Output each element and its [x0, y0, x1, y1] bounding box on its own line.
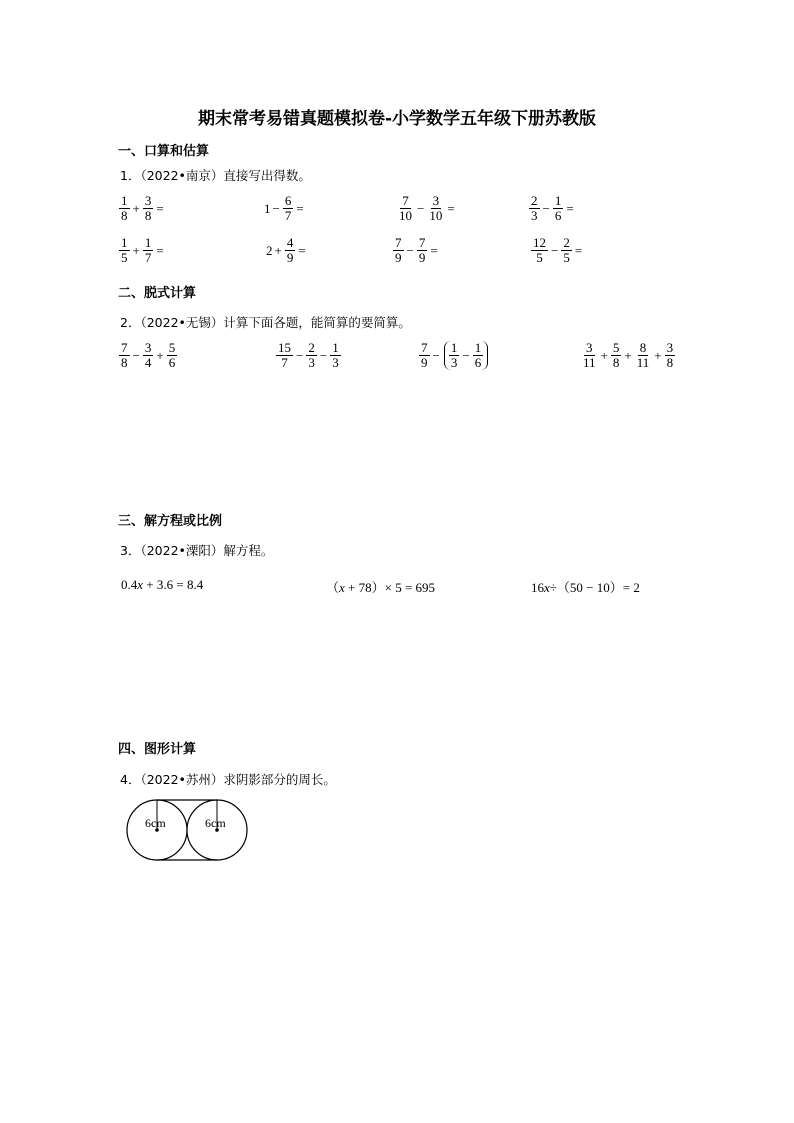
oral-item-4: $\frac{2}{3}$ − $\frac{1}{6}$ =: [531, 193, 574, 223]
question-prompt: 直接写出得数。: [223, 168, 311, 183]
oral-item-7: $\frac{7}{9}$ − $\frac{7}{9}$ =: [395, 235, 438, 265]
equation-1: 0.4x + 3.6 = 8.4: [121, 577, 204, 592]
question-number: 3: [120, 543, 128, 558]
fraction: $\frac{1}{7}$: [144, 235, 152, 265]
question-3: 3．（2022•溧阳）解方程。: [120, 543, 274, 558]
section-heading-2: 二、脱式计算: [118, 286, 197, 301]
question-4: 4．（2022•苏州）求阴影部分的周长。: [120, 772, 336, 787]
fraction: $\frac{5}{8}$: [612, 340, 620, 370]
question-source: （2022•无锡）: [140, 315, 224, 330]
oral-item-8: $\frac{12}{5}$ − $\frac{2}{5}$ =: [533, 235, 583, 265]
section-heading-3: 三、解方程或比例: [118, 514, 223, 529]
fraction: $\frac{2}{3}$: [531, 193, 538, 223]
fraction: $\frac{1}{3}$: [332, 340, 339, 370]
question-number: 1: [120, 168, 128, 183]
calc-item-2: $\frac{15}{7}$ − $\frac{2}{3}$ − $\frac{1}{3}$: [278, 340, 339, 370]
fraction: $\frac{2}{5}$: [563, 235, 570, 265]
fraction: $\frac{3}{10}$: [429, 193, 443, 223]
fraction: $\frac{7}{9}$: [418, 235, 426, 265]
fraction: $\frac{7}{9}$: [395, 235, 402, 265]
section-heading-4: 四、图形计算: [118, 742, 197, 757]
equation-3: 16x÷（50 − 10）= 2: [531, 580, 640, 595]
fraction: $\frac{6}{7}$: [284, 193, 292, 223]
question-source: （2022•溧阳）: [140, 543, 224, 558]
equation-2: （x + 78）× 5 = 695: [326, 580, 436, 595]
fraction: $\frac{1}{5}$: [121, 235, 128, 265]
question-source: （2022•南京）: [140, 168, 224, 183]
fraction: $\frac{7}{9}$: [421, 340, 428, 370]
question-number: 2: [120, 315, 128, 330]
calc-item-1: $\frac{7}{8}$ − $\frac{3}{4}$ + $\frac{5}{6}$: [121, 340, 176, 370]
fraction: $\frac{7}{10}$: [399, 193, 412, 223]
fraction: $\frac{1}{6}$: [474, 340, 482, 370]
fraction: $\frac{8}{11}$: [636, 340, 650, 370]
fraction: $\frac{3}{4}$: [144, 340, 152, 370]
fraction: $\frac{3}{11}$: [583, 340, 596, 370]
fraction: $\frac{7}{8}$: [121, 340, 128, 370]
fraction: $\frac{1}{6}$: [554, 193, 562, 223]
question-prompt: 解方程。: [223, 543, 274, 558]
question-source: （2022•苏州）: [140, 772, 224, 787]
left-radius-label: 6cm: [145, 816, 166, 830]
fraction: $\frac{1}{8}$: [121, 193, 128, 223]
oral-item-3: $\frac{7}{10}$ − $\frac{3}{10}$ =: [399, 193, 455, 223]
fraction: $\frac{4}{9}$: [286, 235, 294, 265]
oral-item-6: 2 + $\frac{4}{9}$ =: [266, 235, 306, 265]
fraction: $\frac{12}{5}$: [533, 235, 546, 265]
fraction: $\frac{15}{7}$: [278, 340, 291, 370]
question-number: 4: [120, 772, 128, 787]
fraction: $\frac{3}{8}$: [144, 193, 152, 223]
oral-item-1: $\frac{1}{8}$ + $\frac{3}{8}$ =: [121, 193, 164, 223]
section-heading-1: 一、口算和估算: [118, 144, 210, 159]
two-circles-figure: [120, 796, 260, 868]
question-1: 1．（2022•南京）直接写出得数。: [120, 168, 311, 183]
question-prompt: 求阴影部分的周长。: [223, 772, 336, 787]
fraction: $\frac{5}{6}$: [168, 340, 176, 370]
question-prompt: 计算下面各题，能简算的要简算。: [223, 315, 411, 330]
fraction: $\frac{3}{8}$: [666, 340, 674, 370]
page-title: 期末常考易错真题模拟卷-小学数学五年级下册苏教版: [197, 109, 597, 129]
calc-item-3: $\frac{7}{9}$ − $\frac{1}{3}$ − $\frac{1}{6}$: [418, 341, 490, 370]
parenthesis-group: $\frac{1}{3}$ − $\frac{1}{6}$: [444, 341, 488, 370]
calc-item-4: $\frac{3}{11}$ + $\frac{5}{8}$ + $\frac{8}{11}$ + $\frac{3}{8}$: [583, 340, 674, 370]
oral-item-5: $\frac{1}{5}$ + $\frac{1}{7}$ =: [121, 235, 164, 265]
right-radius-label: 6cm: [205, 816, 226, 830]
fraction: $\frac{2}{3}$: [308, 340, 315, 370]
fraction: $\frac{1}{3}$: [450, 340, 458, 370]
oral-item-2: 1 − $\frac{6}{7}$ =: [264, 193, 304, 223]
question-2: 2．（2022•无锡）计算下面各题，能简算的要简算。: [120, 315, 411, 330]
